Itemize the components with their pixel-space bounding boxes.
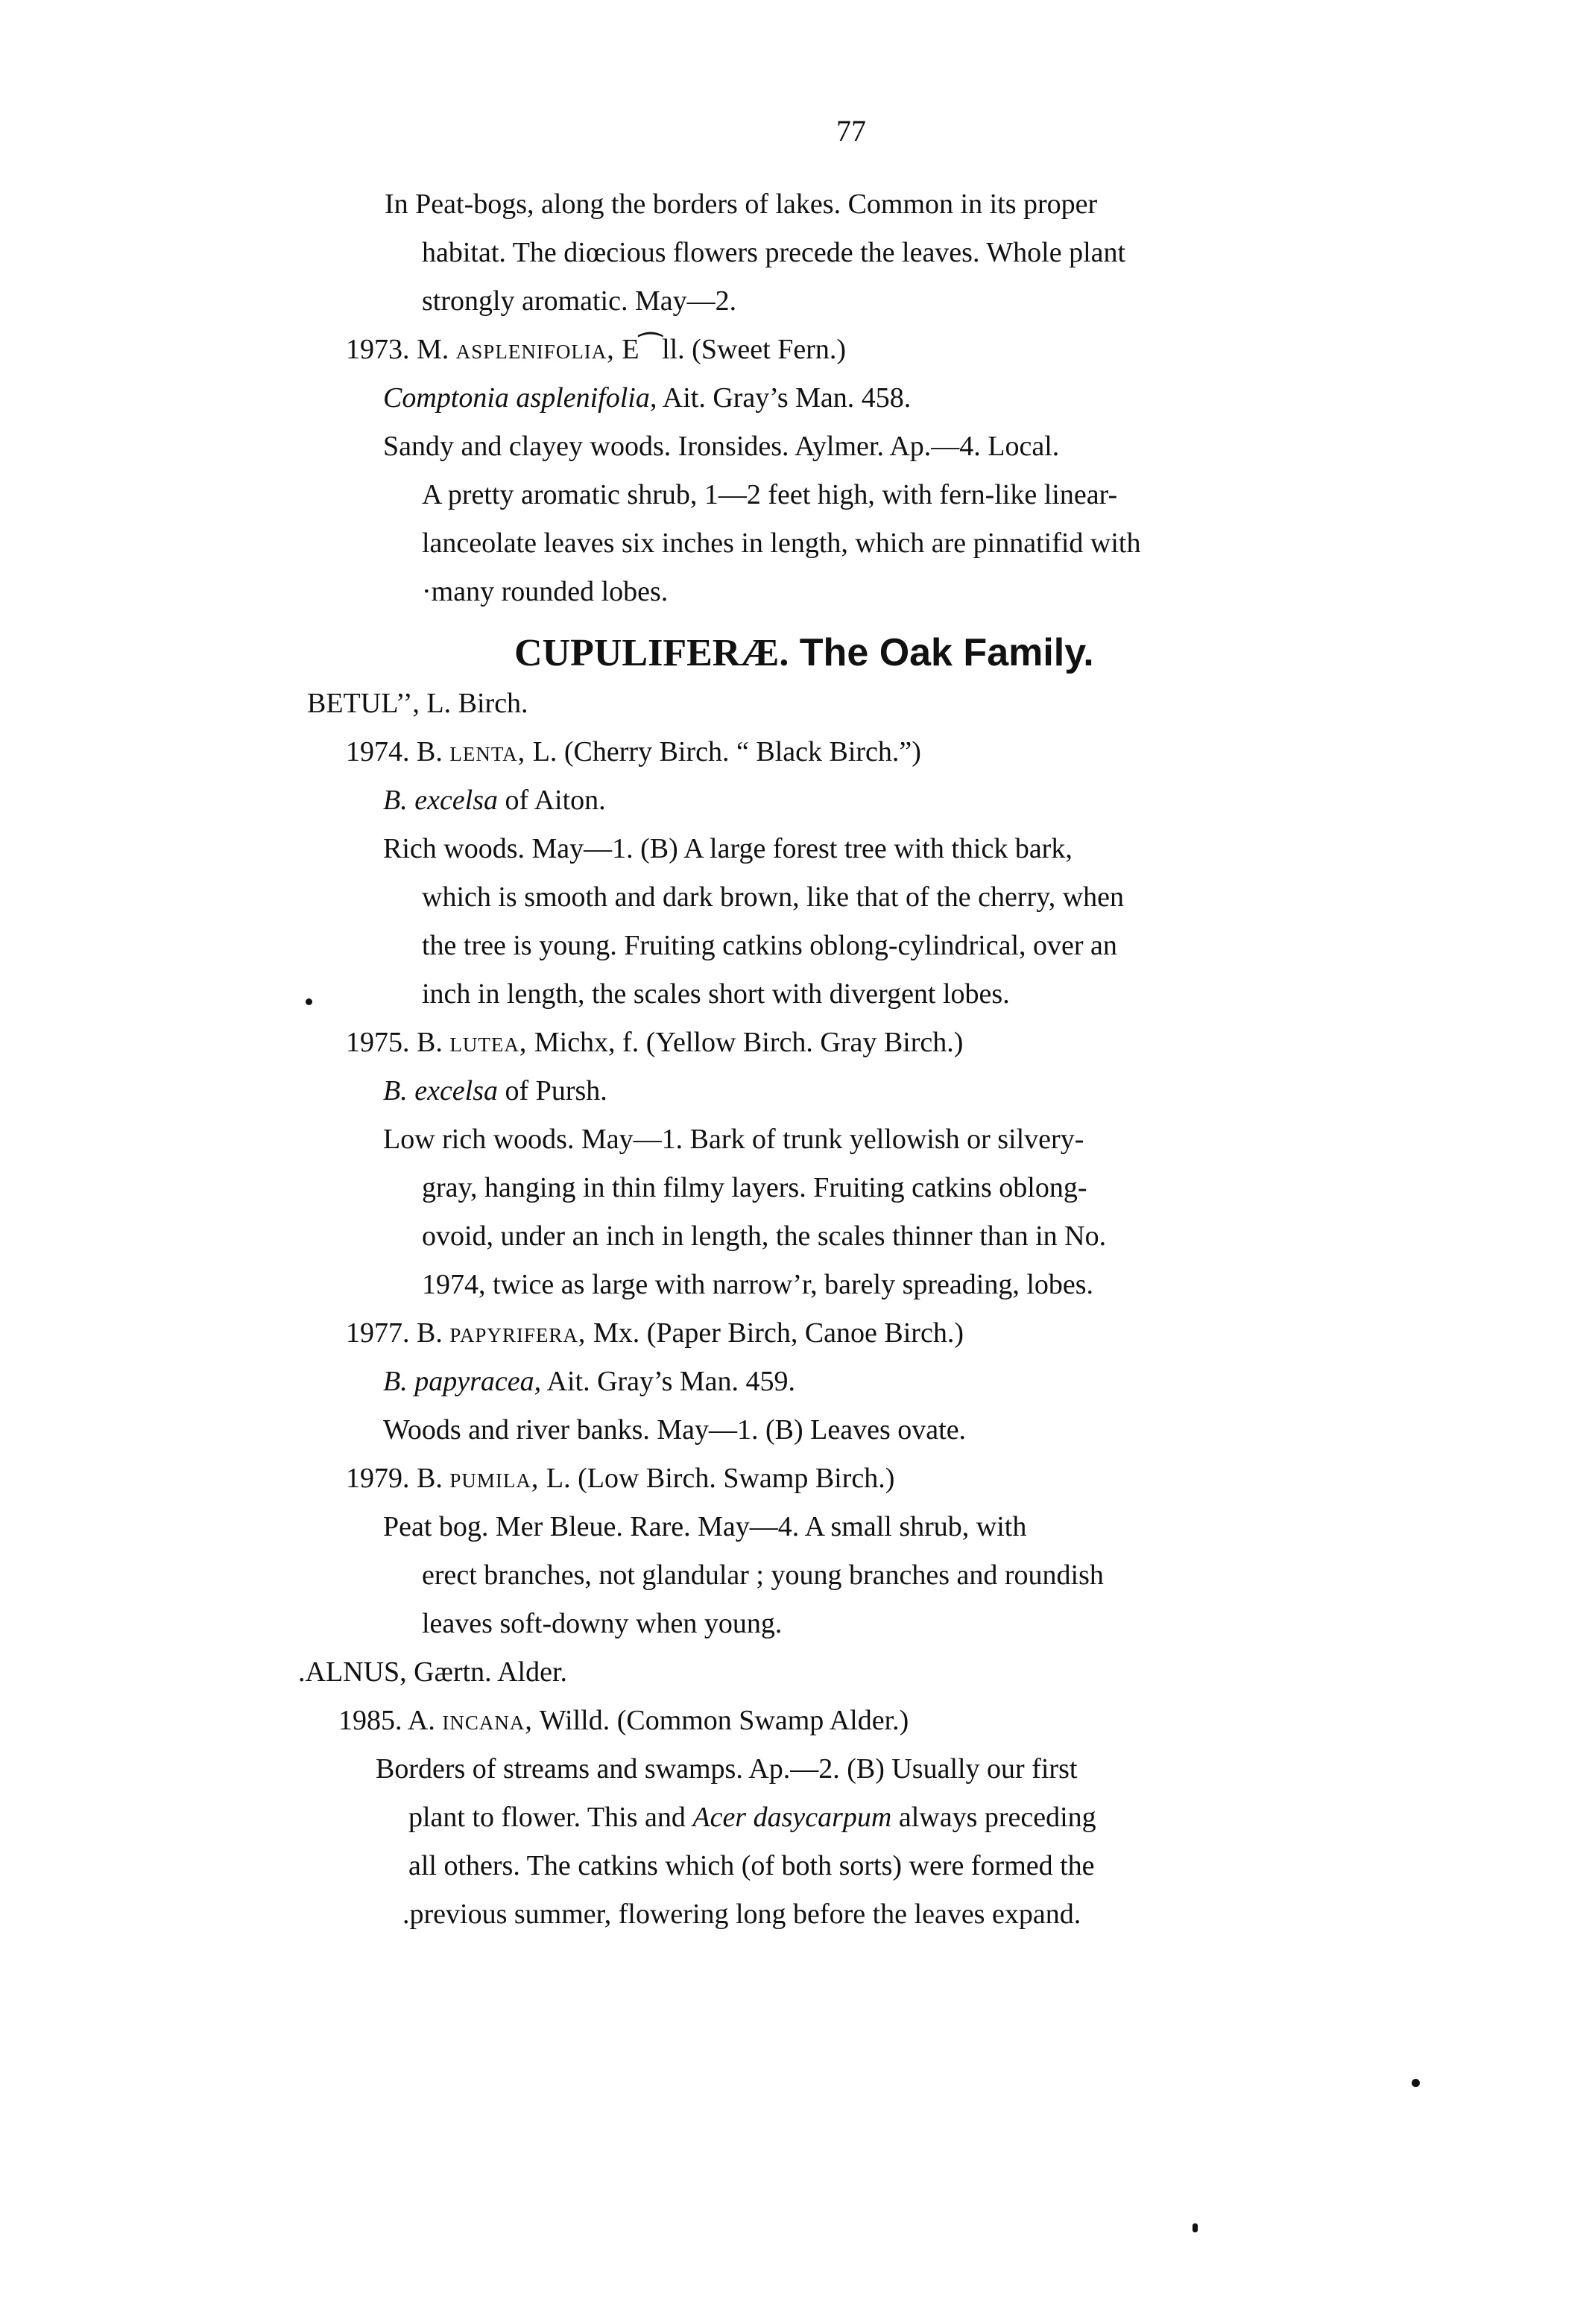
intro-line-1: In Peat-bogs, along the borders of lakes. Common in its proper <box>385 189 1098 220</box>
entry-1974-desc-1: Rich woods. May—1. (B) A large forest tree with thick bark, <box>383 833 1073 864</box>
stray-dot-mark <box>306 998 312 1005</box>
entry-1985-desc-4: .previous summer, flowering long before the leaves expand. <box>402 1899 1081 1930</box>
entry-1975-desc-1: Low rich woods. May—1. Bark of trunk yellowish or silvery- <box>383 1124 1084 1155</box>
family-heading: CUPULIFERÆ. The Oak Family. <box>514 631 1094 674</box>
intro-line-3: strongly aromatic. May—2. <box>422 285 737 317</box>
entry-1977-desc-1: Woods and river banks. May—1. (B) Leaves ovate. <box>383 1414 967 1446</box>
entry-1977-synonym: B. papyracea, Ait. Gray’s Man. 459. <box>383 1366 796 1397</box>
entry-1985-desc-2: plant to flower. This and Acer dasycarpum always preceding <box>408 1802 1096 1833</box>
entry-1975-desc-2: gray, hanging in thin filmy layers. Fruiting catkins oblong- <box>422 1172 1087 1203</box>
entry-1979-desc-3: leaves soft-downy when young. <box>422 1608 783 1639</box>
entry-1977-heading: 1977. B. papyrifera, Mx. (Paper Birch, Canoe Birch.) <box>346 1317 964 1349</box>
entry-1979-desc-1: Peat bog. Mer Bleue. Rare. May—4. A small shrub, with <box>383 1511 1027 1542</box>
entry-1979-desc-2: erect branches, not glandular ; young branches and roundish <box>422 1560 1104 1591</box>
entry-1973-desc-2: A pretty aromatic shrub, 1—2 feet high, with fern-like linear- <box>422 479 1118 510</box>
entry-1974-heading: 1974. B. lenta, L. (Cherry Birch. “ Black Birch.”) <box>346 736 921 767</box>
entry-1973-desc-3: lanceolate leaves six inches in length, which are pinnatifid with <box>422 528 1141 559</box>
entry-1985-heading: 1985. A. incana, Willd. (Common Swamp Alder.) <box>338 1705 909 1736</box>
entry-1975-synonym: B. excelsa of Pursh. <box>383 1075 607 1106</box>
entry-1979-heading: 1979. B. pumila, L. (Low Birch. Swamp Birch.) <box>346 1463 895 1494</box>
page-number: 77 <box>836 114 866 148</box>
entry-1974-desc-2: which is smooth and dark brown, like that of the cherry, when <box>422 881 1125 913</box>
genus-betula: BETUL’’, L. Birch. <box>307 688 528 719</box>
entry-1985-desc-1: Borders of streams and swamps. Ap.—2. (B) Usually our first <box>376 1753 1078 1785</box>
entry-1974-desc-4: inch in length, the scales short with divergent lobes. <box>422 978 1010 1010</box>
entry-1985-desc-3: all others. The catkins which (of both sorts) were formed the <box>408 1850 1095 1881</box>
intro-line-2: habitat. The diœcious flowers precede the leaves. Whole plant <box>422 237 1126 268</box>
entry-1974-desc-3: the tree is young. Fruiting catkins oblong-cylindrical, over an <box>422 930 1117 961</box>
entry-1973-synonym: Comptonia asplenifolia, Ait. Gray’s Man. 458. <box>383 382 912 414</box>
entry-1974-synonym: B. excelsa of Aiton. <box>383 785 606 816</box>
stray-dot-mark <box>1412 2079 1420 2087</box>
entry-1975-desc-3: ovoid, under an inch in length, the scales thinner than in No. <box>422 1220 1107 1252</box>
entry-1973-heading: 1973. M. asplenifolia, E⁀ll. (Sweet Fern.) <box>346 334 847 365</box>
genus-alnus: .ALNUS, Gærtn. Alder. <box>298 1656 567 1688</box>
entry-1975-desc-4: 1974, twice as large with narrow’r, barely spreading, lobes. <box>422 1269 1094 1300</box>
entry-1973-desc-4: ·many rounded lobes. <box>422 576 669 607</box>
stray-dot-mark <box>1193 2223 1198 2232</box>
entry-1975-heading: 1975. B. lutea, Michx, f. (Yellow Birch. Gray Birch.) <box>346 1027 964 1058</box>
entry-1973-desc-1: Sandy and clayey woods. Ironsides. Aylmer. Ap.—4. Local. <box>383 431 1060 462</box>
